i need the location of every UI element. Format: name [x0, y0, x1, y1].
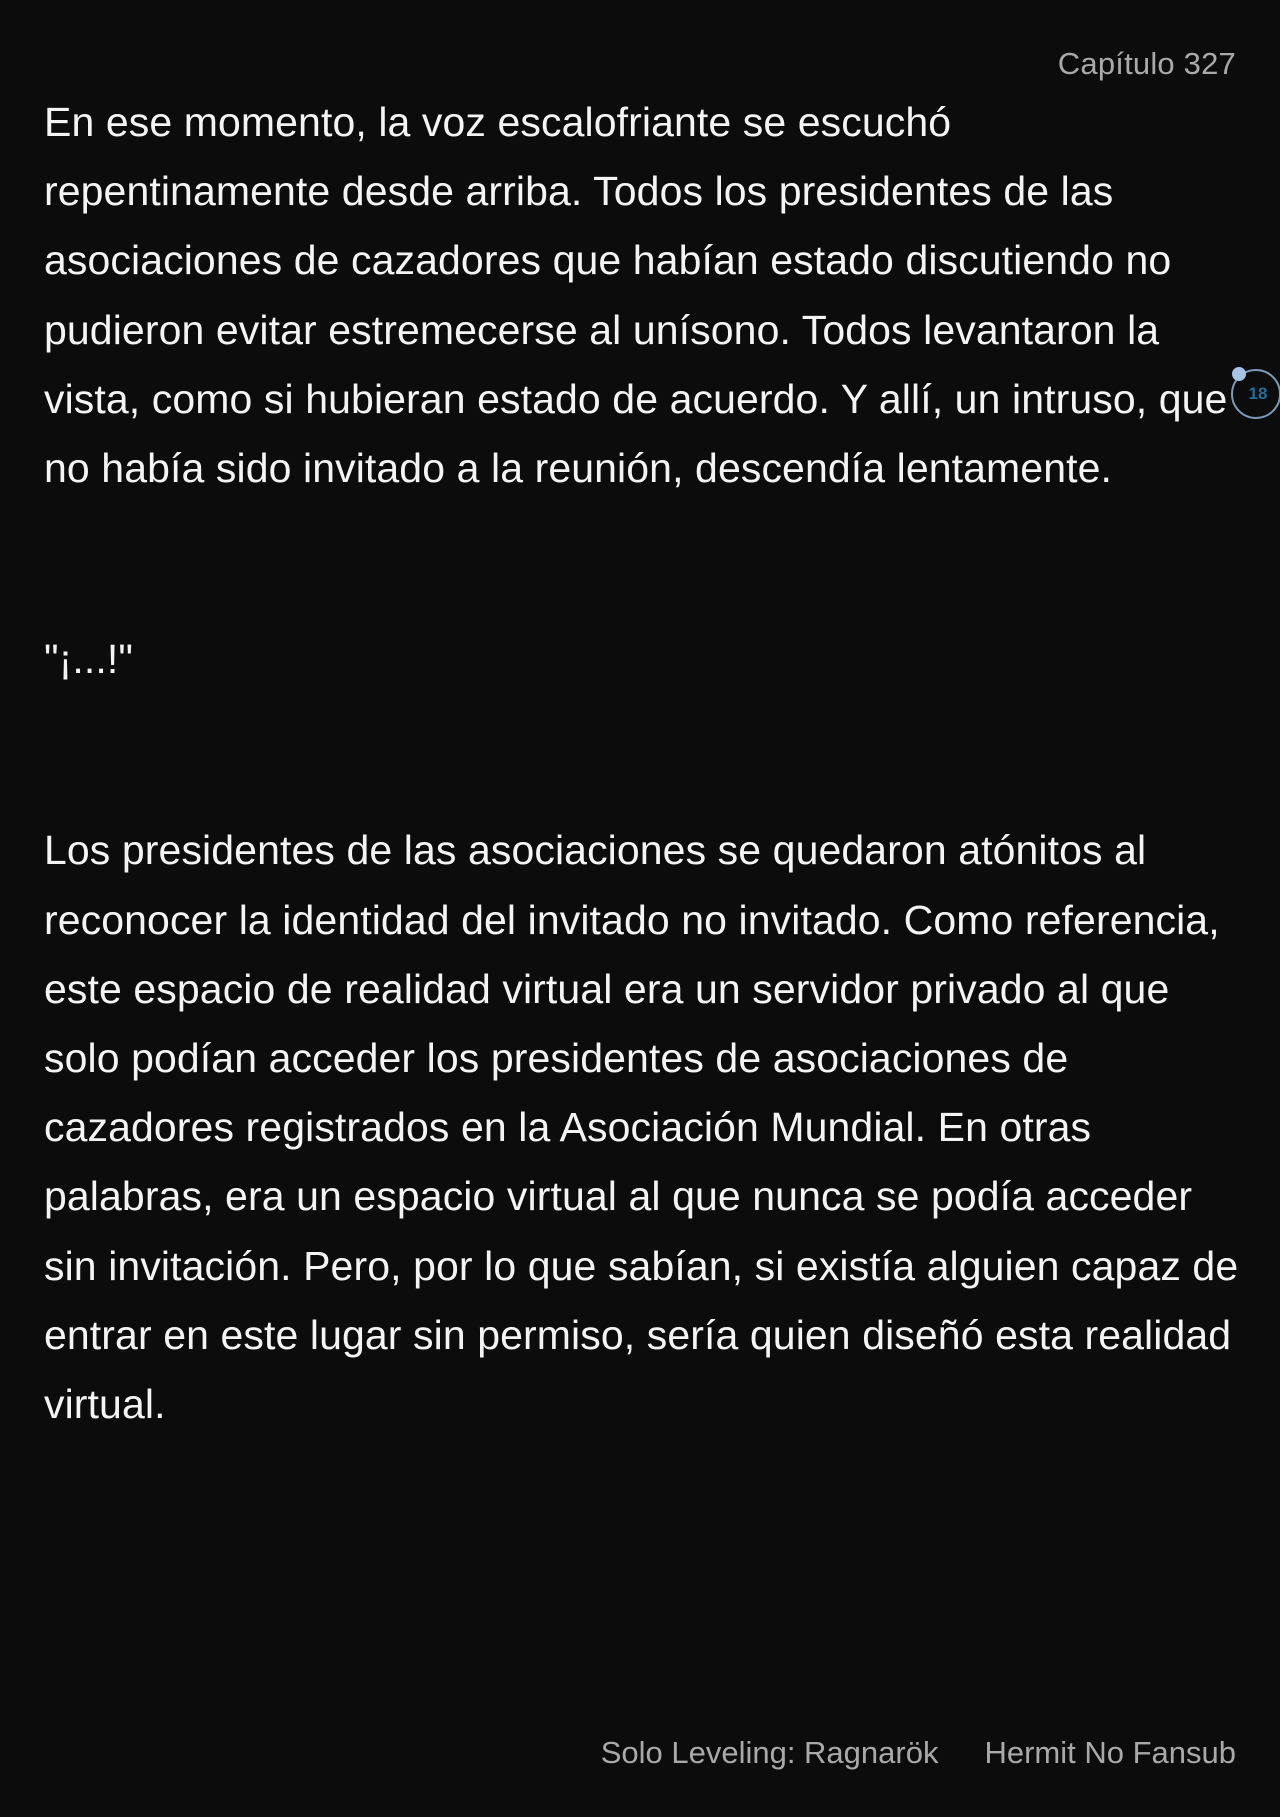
chapter-title: Capítulo 327: [1057, 46, 1236, 81]
paragraph: "¡...!": [44, 636, 134, 683]
floating-ball-icon: [1232, 367, 1246, 381]
badge-count: 18: [1248, 384, 1268, 403]
translator-credit: Hermit No Fansub: [984, 1735, 1236, 1770]
paragraph: Los presidentes de las asociaciones se quedaron atónitos al reconocer la identidad del invitado no invitado. Como referencia, este espacio de realidad virtual era un servidor privado al que solo podían acceder los presidentes de asociaciones de cazadores registrados en la Asociación Mundial. En otras palabras, era un espacio virtual al que nunca se podía acceder sin invitación. Pero, por lo que sabían, si existía alguien capaz de entrar en este lugar sin permiso, sería quien diseñó esta realidad virtual.: [44, 827, 1239, 1428]
reader-content: [44, 88, 1240, 1439]
footer: [601, 1735, 1236, 1771]
paragraph: En ese momento, la voz escalofriante se escuchó repentinamente desde arriba. Todos los presidentes de las asociaciones de cazadores que habían estado discutiendo no pudieron evitar estremecerse al unísono. Todos levantaron la vista, como si hubieran estado de acuerdo. Y allí, un intruso, que no había sido invitado a la reunión, descendía lentamente.: [44, 99, 1228, 492]
book-title: Solo Leveling: Ragnarök: [600, 1735, 939, 1770]
